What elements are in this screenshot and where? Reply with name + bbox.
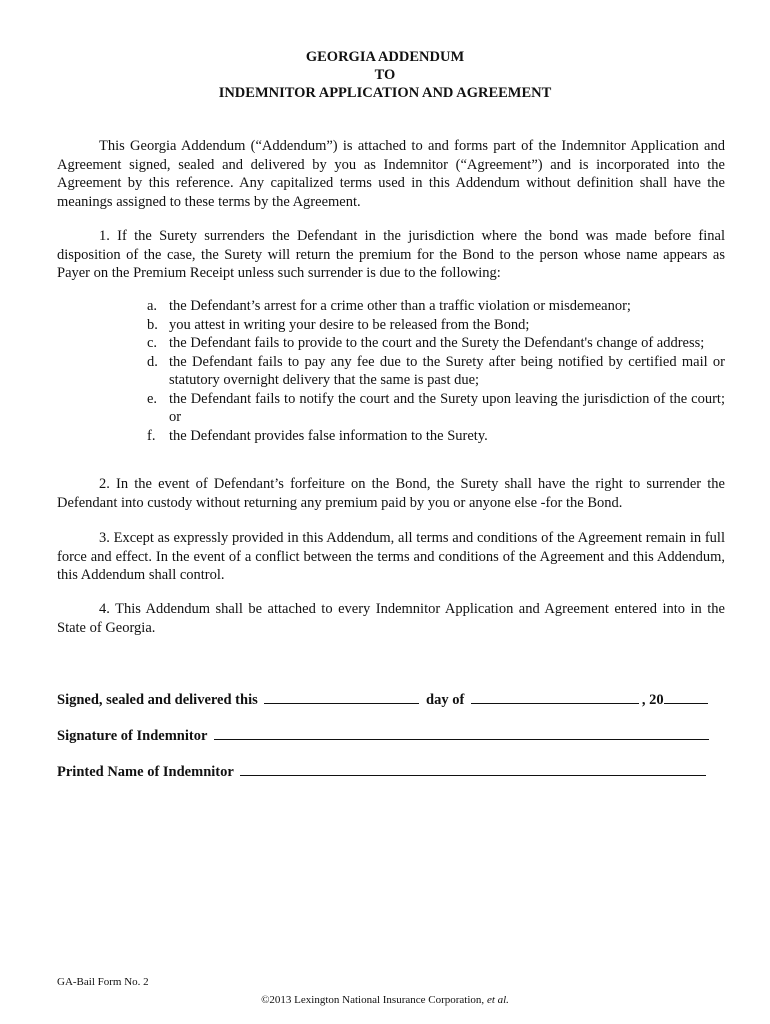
section-4-paragraph: 4. This Addendum shall be attached to every Indemnitor Application and Agreement entered into in the State of Georgia. xyxy=(57,601,725,636)
intro-paragraph: This Georgia Addendum (“Addendum”) is attached to and forms part of the Indemnitor Application and Agreement signed, sealed and delivered by you as Indemnitor (“Agreement”) and is incorporated into the Agreement by this reference. Any capitalized terms used in this Addendum without definition shall have the meanings assigned to these terms by the Agreement. xyxy=(57,138,725,210)
list-item xyxy=(147,390,725,427)
printed-name-label: Printed Name of Indemnitor xyxy=(57,764,234,780)
list-item-text: the Defendant fails to provide to the court and the Surety the Defendant's change of address; xyxy=(169,335,705,351)
signature-blank-field[interactable] xyxy=(214,725,709,740)
list-item-letter: e. xyxy=(147,390,158,407)
title-line-3: INDEMNITOR APPLICATION AND AGREEMENT xyxy=(218,85,552,101)
list-item-text: the Defendant provides false information to the Surety. xyxy=(169,427,488,444)
section-2-paragraph: 2. In the event of Defendant’s forfeiture on the Bond, the Surety shall have the right to surrender the Defendant into custody without returning any premium paid by you or anyone else -for the Bond. xyxy=(57,476,725,511)
title-line-1: GEORGIA ADDENDUM xyxy=(305,49,465,65)
list-item xyxy=(147,427,725,446)
form-number: GA-Bail Form No. 2 xyxy=(57,976,149,988)
list-item-letter: f. xyxy=(147,427,156,444)
list-item-text: you attest in writing your desire to be released from the Bond; xyxy=(169,316,530,333)
list-item-letter: a. xyxy=(147,298,158,314)
printed-name-line xyxy=(57,761,709,782)
year-blank-field[interactable] xyxy=(664,689,708,704)
list-item-text: the Defendant fails to pay any fee due to the Surety after being notified by certified mail or statutory overnight delivery that the same is past due; xyxy=(169,353,725,388)
list-item-text: the Defendant fails to notify the court and the Surety upon leaving the jurisdiction of the court; or xyxy=(169,390,725,425)
list-item-letter: c. xyxy=(147,335,158,351)
list-item xyxy=(147,353,725,390)
list-item xyxy=(147,334,725,353)
year-label: , 20 xyxy=(641,692,664,708)
printed-name-blank-field[interactable] xyxy=(240,761,706,776)
section-1-paragraph: 1. If the Surety surrenders the Defendant in the jurisdiction where the bond was made before final disposition of the case, the Surety will return the premium for the Bond to the person whose name appears as Payer on the Premium Receipt unless such surrender is due to the following: xyxy=(57,228,725,281)
copyright-notice xyxy=(0,994,770,1006)
title-line-2: TO xyxy=(374,67,396,83)
list-item xyxy=(147,316,725,335)
list-item-text: the Defendant’s arrest for a crime other than a traffic violation or misdemeanor; xyxy=(169,298,631,314)
copyright-etal: et al. xyxy=(486,994,509,1006)
day-of-label: day of xyxy=(426,692,465,708)
list-item xyxy=(147,297,725,316)
list-item-letter: b. xyxy=(147,316,158,333)
day-blank-field[interactable] xyxy=(264,689,419,704)
copyright-text: ©2013 Lexington National Insurance Corporation, xyxy=(261,994,485,1006)
exceptions-list xyxy=(147,297,725,445)
month-blank-field[interactable] xyxy=(471,689,639,704)
section-3-paragraph: 3. Except as expressly provided in this Addendum, all terms and conditions of the Agreement remain in full force and effect. In the event of a conflict between the terms and conditions of the Agreement and this Addendum, this Addendum shall control. xyxy=(57,530,725,583)
signature-label: Signature of Indemnitor xyxy=(57,728,208,744)
signed-label: Signed, sealed and delivered this xyxy=(57,692,258,708)
signature-line xyxy=(57,725,712,746)
list-item-letter: d. xyxy=(147,353,158,370)
signed-date-line xyxy=(57,689,711,710)
